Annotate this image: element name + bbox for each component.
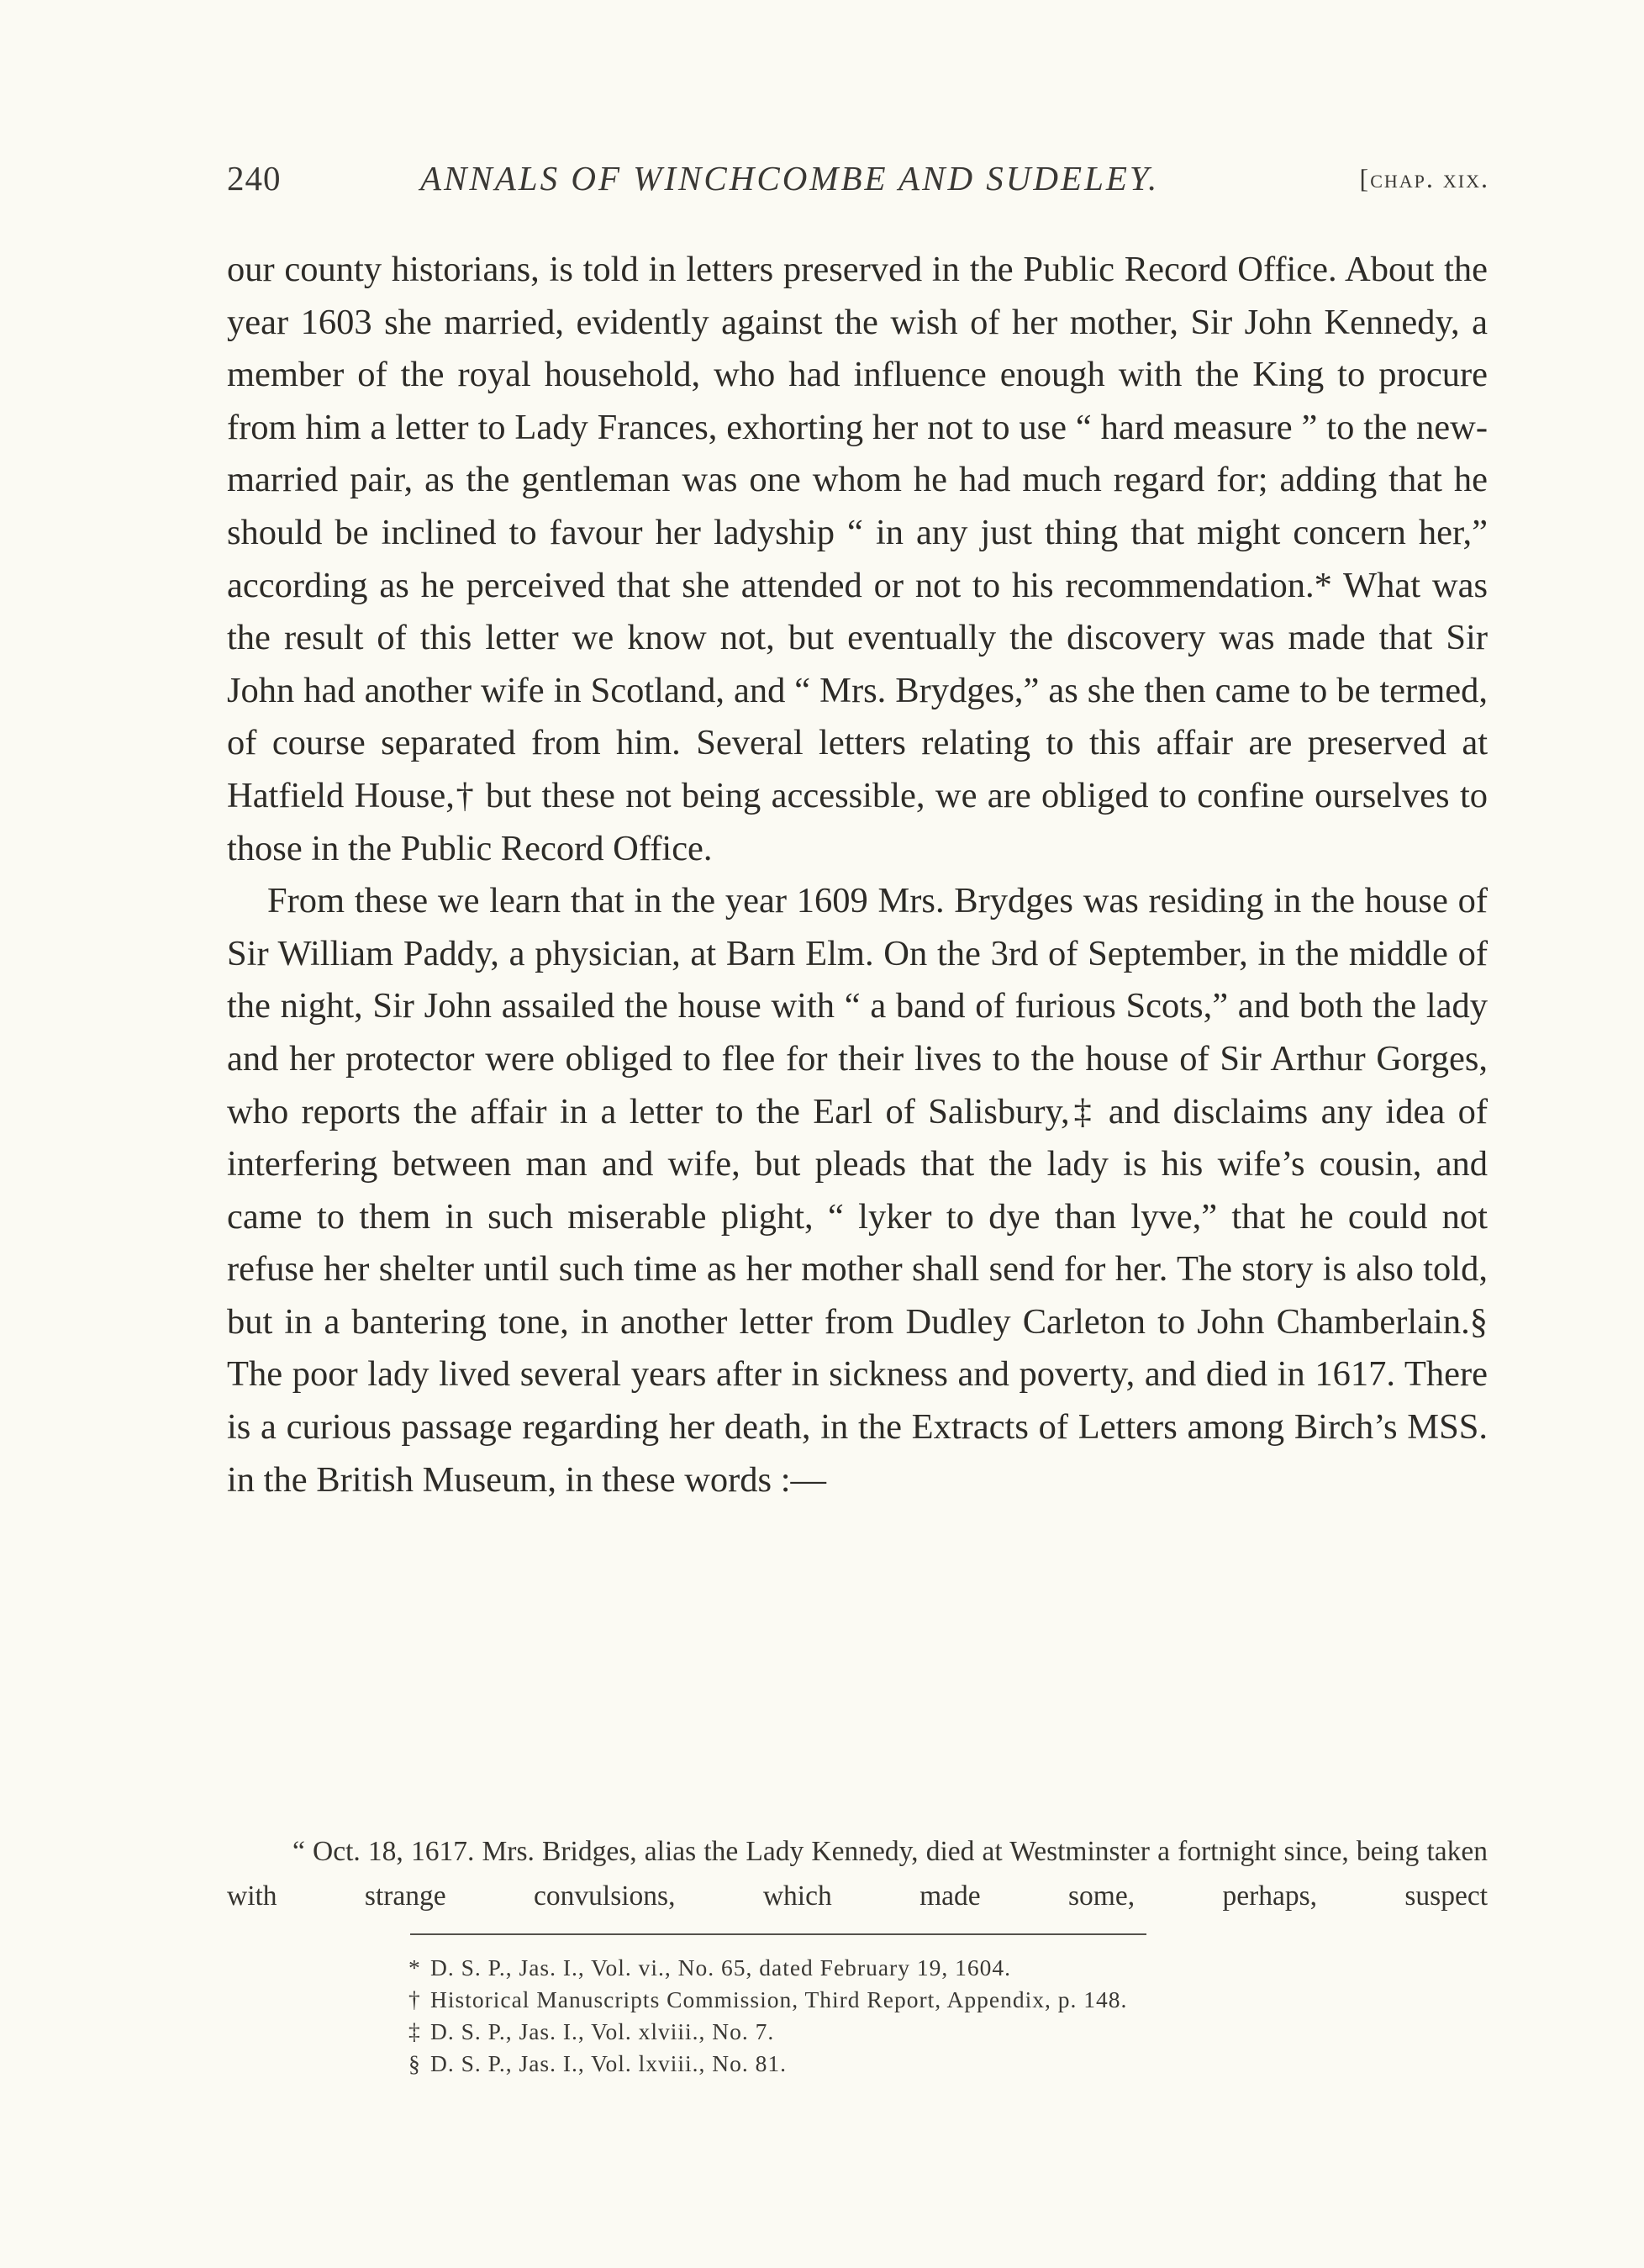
running-head [227,153,1489,203]
chapter-reference: [chap. xix. [1359,163,1489,193]
footnote [408,1984,1333,2016]
footnote [408,1952,1333,1984]
paragraph: From these we learn that in the year 1609 Mrs. Brydges was residing in the house of Sir William Paddy, a physician, at Barn Elm. On the 3rd of September, in the middle of the night, Sir John assailed the house with “ a band of furious Scots,” and both the lady and her protector were obliged to flee for their lives to the house of Sir Arthur Gorges, who reports the affair in a letter to the Earl of Salisbury,‡ and disclaims any idea of interfering between man and wife, but pleads that the lady is his wife’s cousin, and came to them in such miserable plight, “ lyker to dye than lyve,” that he could not refuse her shelter until such time as her mother shall send for her. The story is also told, but in a bantering tone, in another letter from Dudley Carleton to John Chamberlain.§ The poor lady lived several years after in sickness and poverty, and died in 1617. There is a curious passage regarding her death, in the Extracts of Letters among Birch’s MSS. in the British Museum, in these words :— [227,881,1488,1500]
running-title: ANNALS OF WINCHCOMBE AND SUDELEY. [420,159,1160,198]
footnote [408,2016,1333,2048]
paragraph: our county historians, is told in letters preserved in the Public Record Office. About the year 1603 she married, evidently against the wish of her mother, Sir John Kennedy, a member of the royal household, who had influence enough with the King to procure from him a letter to Lady Frances, exhorting her not to use “ hard measure ” to the new-married pair, as the gentleman was one whom he had much regard for; adding that he should be inclined to favour her ladyship “ in any just thing that might concern her,” according as he perceived that she attended or not to his recommendation.* What was the result of this letter we know not, but eventually the discovery was made that Sir John had another wife in Scotland, and “ Mrs. Brydges,” as she then came to be termed, of course separated from him. Several letters relating to this affair are preserved at Hatfield House,† but these not being accessible, we are obliged to confine ourselves to those in the Public Record Office. [227,250,1488,868]
body-text [227,244,1488,1506]
footnote-text: Historical Manuscripts Commission, Third Report, Appendix, p. 148. [430,1986,1128,2012]
footnote-text: D. S. P., Jas. I., Vol. xlviii., No. 7. [430,2018,775,2044]
page-number: 240 [227,159,282,198]
footnote-text: D. S. P., Jas. I., Vol. vi., No. 65, dated February 19, 1604. [430,1954,1011,1981]
footnote-divider [410,1933,1146,1935]
footnote-mark: § [408,2050,421,2076]
footnote-mark: * [408,1954,421,1981]
block-quotation: “ Oct. 18, 1617. Mrs. Bridges, alias the Lady Kennedy, died at Westminster a fortnight since, being taken with strange convulsions, which made some, perhaps, suspect [227,1836,1488,1912]
footnote-mark: ‡ [408,2018,421,2044]
footnote [408,2048,1333,2080]
footnote-mark: † [408,1986,421,2012]
footnotes [408,1952,1333,2080]
footnote-text: D. S. P., Jas. I., Vol. lxviii., No. 81. [430,2050,788,2076]
